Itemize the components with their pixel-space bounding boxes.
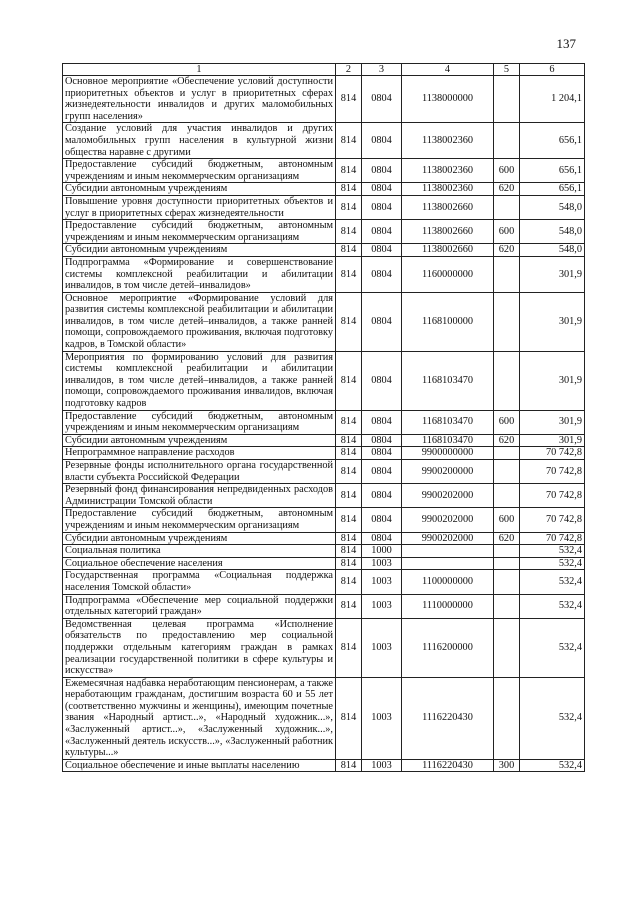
table-cell-ved: 814 — [336, 460, 362, 484]
table-cell-vr: 600 — [494, 159, 520, 183]
table-cell-name: Основное мероприятие «Формирование условий для развития системы комплексной реабилитации и абилитации инвалидов, в том числе детей–инвалидов, а также ранней помощи, сопровождаемого проживания, включая подготовку кадров, в Томской области» — [63, 292, 336, 351]
table-cell-csr: 1138002360 — [402, 123, 494, 159]
table-row — [63, 570, 585, 594]
table-cell-ved: 814 — [336, 76, 362, 123]
table-cell-rz: 0804 — [362, 292, 402, 351]
table-row — [63, 447, 585, 460]
table-row — [63, 434, 585, 447]
table-cell-ved: 814 — [336, 557, 362, 570]
table-cell-vr — [494, 76, 520, 123]
table-cell-name: Государственная программа «Социальная поддержка населения Томской области» — [63, 570, 336, 594]
table-cell-csr: 1168103470 — [402, 351, 494, 410]
header-sum: 6 — [520, 64, 585, 76]
header-rz: 3 — [362, 64, 402, 76]
table-cell-csr: 1100000000 — [402, 570, 494, 594]
table-cell-ved: 814 — [336, 759, 362, 772]
table-cell-ved: 814 — [336, 677, 362, 759]
table-cell-vr — [494, 256, 520, 292]
table-cell-rz: 0804 — [362, 351, 402, 410]
table-cell-ved: 814 — [336, 123, 362, 159]
table-cell-ved: 814 — [336, 570, 362, 594]
table-cell-vr: 600 — [494, 410, 520, 434]
table-cell-csr: 1138002360 — [402, 159, 494, 183]
table-row — [63, 557, 585, 570]
table-cell-name: Предоставление субсидий бюджетным, автономным учреждениям и иным некоммерческим организациям — [63, 220, 336, 244]
table-cell-csr: 1168103470 — [402, 434, 494, 447]
table-row — [63, 484, 585, 508]
table-cell-csr: 1116200000 — [402, 618, 494, 677]
table-row — [63, 76, 585, 123]
table-cell-sum: 70 742,8 — [520, 447, 585, 460]
table-row — [63, 183, 585, 196]
table-cell-csr: 9900202000 — [402, 532, 494, 545]
table-cell-rz: 1003 — [362, 557, 402, 570]
table-cell-name: Субсидии автономным учреждениям — [63, 532, 336, 545]
table-cell-vr — [494, 618, 520, 677]
table-cell-rz: 0804 — [362, 460, 402, 484]
table-row — [63, 532, 585, 545]
table-cell-name: Субсидии автономным учреждениям — [63, 244, 336, 257]
table-cell-rz: 0804 — [362, 447, 402, 460]
table-cell-csr: 1138002360 — [402, 183, 494, 196]
table-row — [63, 594, 585, 618]
table-cell-rz: 1003 — [362, 759, 402, 772]
table-cell-vr: 620 — [494, 244, 520, 257]
table-cell-sum: 548,0 — [520, 244, 585, 257]
table-cell-ved: 814 — [336, 195, 362, 219]
table-cell-name: Резервные фонды исполнительного органа государственной власти субъекта Российской Федерации — [63, 460, 336, 484]
table-cell-sum: 532,4 — [520, 759, 585, 772]
table-cell-ved: 814 — [336, 244, 362, 257]
table-cell-csr — [402, 557, 494, 570]
table-cell-rz: 1000 — [362, 545, 402, 558]
table-cell-name: Непрограммное направление расходов — [63, 447, 336, 460]
table-cell-ved: 814 — [336, 484, 362, 508]
table-cell-ved: 814 — [336, 292, 362, 351]
table-cell-name: Субсидии автономным учреждениям — [63, 434, 336, 447]
table-cell-sum: 70 742,8 — [520, 508, 585, 532]
table-cell-name: Социальное обеспечение населения — [63, 557, 336, 570]
table-cell-vr: 300 — [494, 759, 520, 772]
table-cell-vr — [494, 484, 520, 508]
table-cell-rz: 0804 — [362, 434, 402, 447]
header-csr: 4 — [402, 64, 494, 76]
table-cell-name: Создание условий для участия инвалидов и других маломобильных групп населения в культурной жизни общества наравне с другими — [63, 123, 336, 159]
table-cell-name: Резервный фонд финансирования непредвиденных расходов Администрации Томской области — [63, 484, 336, 508]
table-cell-rz: 1003 — [362, 570, 402, 594]
table-cell-rz: 0804 — [362, 159, 402, 183]
table-cell-csr: 1160000000 — [402, 256, 494, 292]
header-name: 1 — [63, 64, 336, 76]
table-cell-rz: 1003 — [362, 618, 402, 677]
table-cell-sum: 532,4 — [520, 570, 585, 594]
table-cell-sum: 70 742,8 — [520, 484, 585, 508]
table-cell-csr: 1168100000 — [402, 292, 494, 351]
table-cell-name: Подпрограмма «Формирование и совершенствование системы комплексной реабилитации и абилитации инвалидов, в том числе детей–инвалидов» — [63, 256, 336, 292]
table-cell-name: Ежемесячная надбавка неработающим пенсионерам, а также неработающим гражданам, достигшим возраста 60 и 55 лет (соответственно мужчины и женщины), имеющим почетные звания «Народный артист...», «Народный художник...», «Заслуженный артист...», «Заслуженный художник...», «Заслуженный деятель искусств...», «Заслуженный работник культуры...» — [63, 677, 336, 759]
table-cell-ved: 814 — [336, 220, 362, 244]
table-cell-sum: 656,1 — [520, 183, 585, 196]
table-cell-csr: 1110000000 — [402, 594, 494, 618]
table-cell-rz: 0804 — [362, 123, 402, 159]
table-row — [63, 292, 585, 351]
table-row — [63, 351, 585, 410]
table-cell-rz: 1003 — [362, 677, 402, 759]
header-ved: 2 — [336, 64, 362, 76]
table-cell-csr: 9900000000 — [402, 447, 494, 460]
table-cell-ved: 814 — [336, 508, 362, 532]
table-cell-vr — [494, 351, 520, 410]
budget-table — [62, 63, 585, 772]
table-cell-vr — [494, 460, 520, 484]
table-cell-ved: 814 — [336, 410, 362, 434]
table-cell-sum: 70 742,8 — [520, 532, 585, 545]
table-cell-vr: 600 — [494, 220, 520, 244]
table-row — [63, 677, 585, 759]
table-cell-rz: 0804 — [362, 256, 402, 292]
table-cell-name: Предоставление субсидий бюджетным, автономным учреждениям и иным некоммерческим организациям — [63, 159, 336, 183]
table-row — [63, 220, 585, 244]
table-cell-sum: 548,0 — [520, 195, 585, 219]
table-cell-name: Мероприятия по формированию условий для развития системы комплексной реабилитации и абилитации инвалидов, в том числе детей–инвалидов, а также ранней помощи, сопровождаемого проживания инвалидов, включая подготовку кадров — [63, 351, 336, 410]
table-row — [63, 244, 585, 257]
table-cell-name: Социальное обеспечение и иные выплаты населению — [63, 759, 336, 772]
table-cell-sum: 70 742,8 — [520, 460, 585, 484]
table-cell-vr — [494, 195, 520, 219]
table-cell-sum: 532,4 — [520, 594, 585, 618]
table-cell-sum: 532,4 — [520, 545, 585, 558]
table-cell-name: Ведомственная целевая программа «Исполнение обязательств по предоставлению мер социальной поддержки отдельным категориям граждан в рамках реализации государственной политики в сфере культуры и искусства» — [63, 618, 336, 677]
table-cell-ved: 814 — [336, 256, 362, 292]
table-cell-csr: 9900202000 — [402, 508, 494, 532]
table-cell-sum: 656,1 — [520, 123, 585, 159]
table-cell-ved: 814 — [336, 434, 362, 447]
table-cell-rz: 0804 — [362, 508, 402, 532]
table-cell-vr — [494, 557, 520, 570]
page-number: 137 — [556, 36, 576, 51]
table-cell-ved: 814 — [336, 618, 362, 677]
table-cell-ved: 814 — [336, 159, 362, 183]
table-cell-vr: 620 — [494, 532, 520, 545]
table-cell-vr — [494, 677, 520, 759]
table-cell-ved: 814 — [336, 594, 362, 618]
table-cell-vr — [494, 545, 520, 558]
table-row — [63, 410, 585, 434]
table-cell-csr — [402, 545, 494, 558]
table-row — [63, 618, 585, 677]
table-cell-ved: 814 — [336, 351, 362, 410]
table-cell-rz: 0804 — [362, 195, 402, 219]
table-cell-name: Субсидии автономным учреждениям — [63, 183, 336, 196]
table-cell-rz: 0804 — [362, 484, 402, 508]
table-cell-sum: 1 204,1 — [520, 76, 585, 123]
table-cell-ved: 814 — [336, 183, 362, 196]
table-row — [63, 508, 585, 532]
table-cell-sum: 532,4 — [520, 557, 585, 570]
table-header-row — [63, 64, 585, 76]
table-cell-rz: 0804 — [362, 76, 402, 123]
table-cell-csr: 1138000000 — [402, 76, 494, 123]
table-cell-sum: 301,9 — [520, 434, 585, 447]
table-cell-rz: 0804 — [362, 244, 402, 257]
table-cell-vr — [494, 594, 520, 618]
table-cell-name: Подпрограмма «Обеспечение мер социальной поддержки отдельных категорий граждан» — [63, 594, 336, 618]
table-cell-csr: 1138002660 — [402, 195, 494, 219]
table-cell-rz: 1003 — [362, 594, 402, 618]
table-row — [63, 123, 585, 159]
table-cell-rz: 0804 — [362, 220, 402, 244]
table-cell-vr: 620 — [494, 183, 520, 196]
table-cell-sum: 301,9 — [520, 410, 585, 434]
table-cell-sum: 301,9 — [520, 351, 585, 410]
table-cell-sum: 301,9 — [520, 292, 585, 351]
table-row — [63, 545, 585, 558]
table-cell-vr — [494, 292, 520, 351]
table-cell-csr: 1116220430 — [402, 677, 494, 759]
table-cell-ved: 814 — [336, 545, 362, 558]
table-cell-name: Социальная политика — [63, 545, 336, 558]
table-cell-sum: 532,4 — [520, 677, 585, 759]
table-cell-vr: 620 — [494, 434, 520, 447]
table-cell-csr: 1116220430 — [402, 759, 494, 772]
table-cell-csr: 1168103470 — [402, 410, 494, 434]
table-row — [63, 460, 585, 484]
table-cell-ved: 814 — [336, 447, 362, 460]
table-cell-ved: 814 — [336, 532, 362, 545]
table-cell-csr: 9900200000 — [402, 460, 494, 484]
header-vr: 5 — [494, 64, 520, 76]
table-cell-sum: 656,1 — [520, 159, 585, 183]
table-cell-name: Предоставление субсидий бюджетным, автономным учреждениям и иным некоммерческим организациям — [63, 508, 336, 532]
table-cell-name: Основное мероприятие «Обеспечение условий доступности приоритетных объектов и услуг в приоритетных сферах жизнедеятельности инвалидов и других маломобильных групп населения» — [63, 76, 336, 123]
table-cell-csr: 1138002660 — [402, 244, 494, 257]
table-cell-rz: 0804 — [362, 183, 402, 196]
table-cell-name: Предоставление субсидий бюджетным, автономным учреждениям и иным некоммерческим организациям — [63, 410, 336, 434]
table-row — [63, 195, 585, 219]
table-cell-vr: 600 — [494, 508, 520, 532]
table-cell-rz: 0804 — [362, 410, 402, 434]
table-cell-name: Повышение уровня доступности приоритетных объектов и услуг в приоритетных сферах жизнедеятельности — [63, 195, 336, 219]
table-row — [63, 159, 585, 183]
table-cell-vr — [494, 447, 520, 460]
table-cell-sum: 548,0 — [520, 220, 585, 244]
table-row — [63, 256, 585, 292]
table-cell-csr: 1138002660 — [402, 220, 494, 244]
table-cell-csr: 9900202000 — [402, 484, 494, 508]
table-cell-sum: 301,9 — [520, 256, 585, 292]
table-cell-vr — [494, 123, 520, 159]
table-cell-sum: 532,4 — [520, 618, 585, 677]
table-cell-vr — [494, 570, 520, 594]
table-row — [63, 759, 585, 772]
table-cell-rz: 0804 — [362, 532, 402, 545]
